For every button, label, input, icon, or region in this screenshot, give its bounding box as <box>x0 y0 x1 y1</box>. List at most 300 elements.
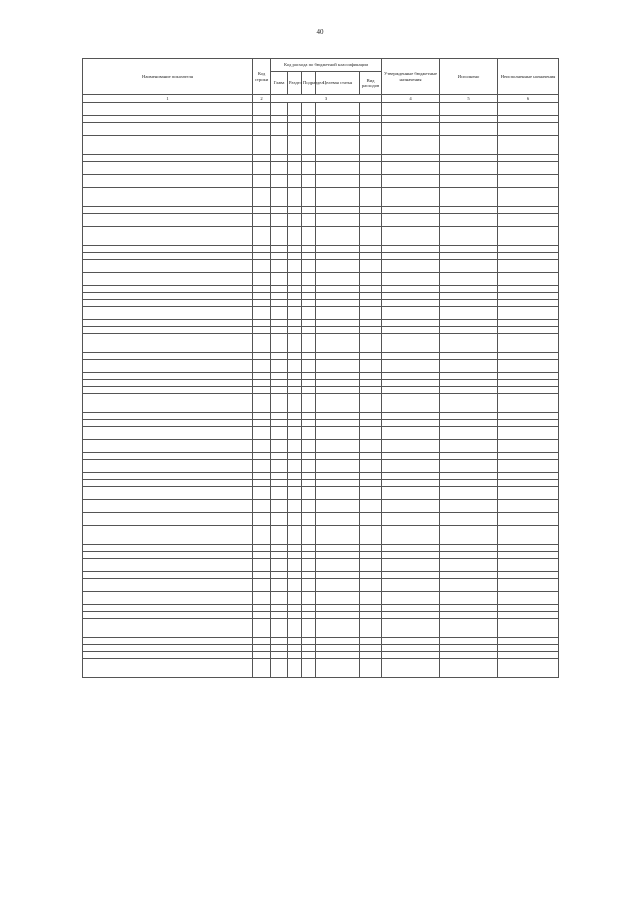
table-cell <box>382 420 440 427</box>
table-cell <box>360 659 382 678</box>
table-cell <box>440 480 498 487</box>
table-cell <box>271 427 288 440</box>
table-cell <box>253 300 271 307</box>
table-cell <box>253 293 271 300</box>
table-cell <box>302 373 316 380</box>
table-row <box>83 652 559 659</box>
table-cell <box>316 526 360 545</box>
table-cell <box>288 526 302 545</box>
table-row <box>83 427 559 440</box>
table-cell <box>288 460 302 473</box>
table-cell <box>382 307 440 320</box>
table-row <box>83 592 559 605</box>
table-cell <box>288 373 302 380</box>
table-cell <box>360 162 382 175</box>
table-cell <box>83 473 253 480</box>
table-cell <box>382 652 440 659</box>
table-cell <box>271 638 288 645</box>
table-cell <box>302 188 316 207</box>
budget-execution-table <box>82 58 559 678</box>
table-cell <box>288 487 302 500</box>
table-cell <box>382 327 440 334</box>
table-cell <box>83 360 253 373</box>
table-cell <box>316 253 360 260</box>
table-cell <box>302 460 316 473</box>
table-row <box>83 394 559 413</box>
table-cell <box>253 572 271 579</box>
table-cell <box>302 300 316 307</box>
table-cell <box>288 123 302 136</box>
table-cell <box>288 592 302 605</box>
table-cell <box>498 427 559 440</box>
table-cell <box>498 300 559 307</box>
table-cell <box>316 380 360 387</box>
table-row <box>83 307 559 320</box>
table-cell <box>83 273 253 286</box>
table-cell <box>498 572 559 579</box>
table-cell <box>498 155 559 162</box>
table-cell <box>83 293 253 300</box>
table-cell <box>498 286 559 293</box>
table-cell <box>382 253 440 260</box>
table-cell <box>316 440 360 453</box>
table-cell <box>382 214 440 227</box>
table-cell <box>440 487 498 500</box>
table-cell <box>440 246 498 253</box>
table-cell <box>271 162 288 175</box>
table-cell <box>302 387 316 394</box>
table-cell <box>253 227 271 246</box>
table-cell <box>302 394 316 413</box>
table-cell <box>83 116 253 123</box>
table-cell <box>440 155 498 162</box>
table-cell <box>498 612 559 619</box>
table-cell <box>253 360 271 373</box>
table-cell <box>271 175 288 188</box>
column-number: 2 <box>253 95 271 103</box>
table-cell <box>440 360 498 373</box>
table-row <box>83 273 559 286</box>
table-cell <box>382 394 440 413</box>
table-cell <box>288 659 302 678</box>
table-cell <box>440 387 498 394</box>
table-cell <box>316 480 360 487</box>
table-cell <box>83 460 253 473</box>
table-cell <box>83 545 253 552</box>
table-cell <box>440 307 498 320</box>
table-row <box>83 103 559 116</box>
table-cell <box>360 545 382 552</box>
table-cell <box>360 413 382 420</box>
table-cell <box>316 420 360 427</box>
table-row <box>83 453 559 460</box>
table-row <box>83 320 559 327</box>
table-cell <box>316 300 360 307</box>
table-cell <box>271 413 288 420</box>
table-cell <box>498 460 559 473</box>
table-cell <box>498 453 559 460</box>
table-cell <box>302 645 316 652</box>
table-cell <box>382 334 440 353</box>
table-cell <box>382 300 440 307</box>
table-cell <box>382 207 440 214</box>
table-cell <box>288 175 302 188</box>
table-cell <box>83 559 253 572</box>
table-cell <box>498 123 559 136</box>
table-cell <box>271 103 288 116</box>
table-cell <box>498 116 559 123</box>
table-cell <box>302 579 316 592</box>
table-cell <box>316 427 360 440</box>
table-cell <box>83 605 253 612</box>
table-cell <box>498 652 559 659</box>
table-cell <box>360 480 382 487</box>
table-cell <box>302 353 316 360</box>
header-podrazdel: Подраздел <box>302 72 316 95</box>
table-cell <box>316 500 360 513</box>
table-cell <box>498 260 559 273</box>
table-cell <box>288 360 302 373</box>
table-cell <box>440 116 498 123</box>
table-cell <box>440 188 498 207</box>
table-cell <box>316 545 360 552</box>
table-cell <box>302 513 316 526</box>
table-cell <box>316 513 360 526</box>
table-cell <box>498 440 559 453</box>
table-cell <box>271 619 288 638</box>
table-cell <box>288 273 302 286</box>
table-cell <box>302 552 316 559</box>
table-cell <box>360 273 382 286</box>
table-cell <box>440 579 498 592</box>
table-cell <box>271 612 288 619</box>
table-cell <box>316 207 360 214</box>
table-cell <box>316 188 360 207</box>
table-row <box>83 559 559 572</box>
table-cell <box>253 273 271 286</box>
table-cell <box>253 162 271 175</box>
table-cell <box>382 103 440 116</box>
table-cell <box>271 545 288 552</box>
header-name: Наименование показателя <box>83 59 253 95</box>
table-cell <box>271 572 288 579</box>
table-cell <box>253 373 271 380</box>
table-row <box>83 373 559 380</box>
table-cell <box>316 473 360 480</box>
table-cell <box>440 327 498 334</box>
table-cell <box>288 227 302 246</box>
table-cell <box>498 227 559 246</box>
table-cell <box>288 480 302 487</box>
table-cell <box>302 652 316 659</box>
table-cell <box>316 659 360 678</box>
table-cell <box>498 307 559 320</box>
table-cell <box>360 188 382 207</box>
table-cell <box>271 605 288 612</box>
table-cell <box>271 360 288 373</box>
column-number: 3 <box>271 95 382 103</box>
table-cell <box>253 246 271 253</box>
table-cell <box>288 334 302 353</box>
table-cell <box>83 353 253 360</box>
table-cell <box>83 427 253 440</box>
table-cell <box>253 453 271 460</box>
table-row <box>83 440 559 453</box>
table-cell <box>271 214 288 227</box>
table-row <box>83 659 559 678</box>
table-cell <box>253 638 271 645</box>
table-cell <box>382 453 440 460</box>
table-cell <box>253 652 271 659</box>
table-cell <box>498 387 559 394</box>
table-cell <box>440 300 498 307</box>
table-cell <box>382 380 440 387</box>
table-cell <box>253 559 271 572</box>
table-cell <box>288 420 302 427</box>
table-cell <box>271 440 288 453</box>
table-cell <box>271 334 288 353</box>
table-cell <box>83 136 253 155</box>
table-row <box>83 214 559 227</box>
table-cell <box>316 572 360 579</box>
table-cell <box>360 155 382 162</box>
table-cell <box>271 645 288 652</box>
table-cell <box>360 500 382 513</box>
table-cell <box>83 420 253 427</box>
table-cell <box>382 320 440 327</box>
table-cell <box>83 155 253 162</box>
table-cell <box>302 380 316 387</box>
table-cell <box>440 526 498 545</box>
table-cell <box>83 592 253 605</box>
header-glava: Глава <box>271 72 288 95</box>
table-cell <box>83 286 253 293</box>
table-cell <box>498 253 559 260</box>
table-cell <box>288 559 302 572</box>
table-cell <box>302 246 316 253</box>
table-cell <box>83 579 253 592</box>
table-cell <box>271 480 288 487</box>
table-cell <box>360 175 382 188</box>
table-cell <box>271 513 288 526</box>
header-razdel: Раздел <box>288 72 302 95</box>
table-cell <box>382 480 440 487</box>
table-cell <box>360 207 382 214</box>
table-cell <box>382 227 440 246</box>
table-cell <box>83 645 253 652</box>
table-cell <box>316 652 360 659</box>
table-cell <box>288 652 302 659</box>
table-cell <box>360 286 382 293</box>
table-cell <box>316 373 360 380</box>
table-cell <box>83 320 253 327</box>
table-cell <box>316 387 360 394</box>
table-cell <box>253 327 271 334</box>
table-cell <box>302 526 316 545</box>
table-cell <box>360 453 382 460</box>
table-cell <box>302 612 316 619</box>
table-cell <box>288 286 302 293</box>
table-cell <box>316 605 360 612</box>
table-cell <box>288 638 302 645</box>
table-cell <box>382 605 440 612</box>
table-cell <box>271 652 288 659</box>
table-cell <box>83 162 253 175</box>
table-row <box>83 579 559 592</box>
table-cell <box>288 545 302 552</box>
table-cell <box>302 440 316 453</box>
table-cell <box>316 559 360 572</box>
table-cell <box>302 253 316 260</box>
table-cell <box>382 572 440 579</box>
table-cell <box>83 380 253 387</box>
table-cell <box>360 253 382 260</box>
table-cell <box>382 286 440 293</box>
table-cell <box>382 552 440 559</box>
table-cell <box>382 188 440 207</box>
table-cell <box>360 513 382 526</box>
table-cell <box>288 440 302 453</box>
table-cell <box>288 136 302 155</box>
table-cell <box>302 162 316 175</box>
table-cell <box>271 473 288 480</box>
table-cell <box>360 320 382 327</box>
table-cell <box>440 559 498 572</box>
table-cell <box>498 353 559 360</box>
table-cell <box>83 175 253 188</box>
table-cell <box>83 413 253 420</box>
table-cell <box>440 619 498 638</box>
table-cell <box>288 579 302 592</box>
table-cell <box>440 293 498 300</box>
table-cell <box>316 260 360 273</box>
table-cell <box>271 320 288 327</box>
table-cell <box>382 360 440 373</box>
table-cell <box>288 207 302 214</box>
table-cell <box>253 214 271 227</box>
table-cell <box>83 480 253 487</box>
table-cell <box>271 246 288 253</box>
column-number: 6 <box>498 95 559 103</box>
table-cell <box>360 612 382 619</box>
table-cell <box>316 552 360 559</box>
table-cell <box>302 619 316 638</box>
table-cell <box>440 214 498 227</box>
table-cell <box>440 592 498 605</box>
table-cell <box>302 473 316 480</box>
table-cell <box>83 526 253 545</box>
table-cell <box>440 638 498 645</box>
table-cell <box>271 394 288 413</box>
table-cell <box>271 207 288 214</box>
table-cell <box>302 155 316 162</box>
table-cell <box>440 373 498 380</box>
table-cell <box>382 293 440 300</box>
table-row <box>83 552 559 559</box>
table-cell <box>316 155 360 162</box>
table-row <box>83 260 559 273</box>
table-cell <box>271 552 288 559</box>
table-cell <box>83 513 253 526</box>
table-cell <box>360 427 382 440</box>
table-row <box>83 227 559 246</box>
table-cell <box>271 293 288 300</box>
table-cell <box>382 638 440 645</box>
table-cell <box>382 373 440 380</box>
table-row <box>83 380 559 387</box>
table-cell <box>360 440 382 453</box>
table-cell <box>302 659 316 678</box>
table-cell <box>302 260 316 273</box>
table-cell <box>440 353 498 360</box>
table-row <box>83 246 559 253</box>
table-cell <box>271 387 288 394</box>
table-cell <box>288 380 302 387</box>
table-cell <box>302 638 316 645</box>
table-cell <box>253 579 271 592</box>
table-cell <box>440 207 498 214</box>
table-cell <box>83 260 253 273</box>
table-cell <box>271 307 288 320</box>
table-cell <box>288 387 302 394</box>
table-row <box>83 487 559 500</box>
table-cell <box>316 612 360 619</box>
table-cell <box>316 162 360 175</box>
table-cell <box>382 155 440 162</box>
table-cell <box>498 552 559 559</box>
table-row <box>83 473 559 480</box>
table-cell <box>440 605 498 612</box>
table-cell <box>253 260 271 273</box>
table-cell <box>271 136 288 155</box>
table-cell <box>302 214 316 227</box>
table-cell <box>440 227 498 246</box>
table-cell <box>288 214 302 227</box>
table-cell <box>302 559 316 572</box>
table-cell <box>498 246 559 253</box>
table-cell <box>288 293 302 300</box>
table-row <box>83 286 559 293</box>
table-cell <box>302 427 316 440</box>
table-cell <box>271 327 288 334</box>
table-cell <box>288 572 302 579</box>
table-row <box>83 293 559 300</box>
table-cell <box>360 103 382 116</box>
table-cell <box>271 526 288 545</box>
table-row <box>83 334 559 353</box>
table-cell <box>498 334 559 353</box>
table-cell <box>271 487 288 500</box>
table-cell <box>440 394 498 413</box>
table-cell <box>440 175 498 188</box>
table-cell <box>360 394 382 413</box>
table-cell <box>440 413 498 420</box>
table-cell <box>83 123 253 136</box>
table-cell <box>271 579 288 592</box>
table-cell <box>253 380 271 387</box>
table-cell <box>302 572 316 579</box>
table-cell <box>498 360 559 373</box>
table-cell <box>253 136 271 155</box>
table-cell <box>360 327 382 334</box>
table-cell <box>382 473 440 480</box>
table-cell <box>360 293 382 300</box>
table-cell <box>440 453 498 460</box>
table-cell <box>360 373 382 380</box>
table-cell <box>440 123 498 136</box>
table-cell <box>360 300 382 307</box>
table-cell <box>288 552 302 559</box>
